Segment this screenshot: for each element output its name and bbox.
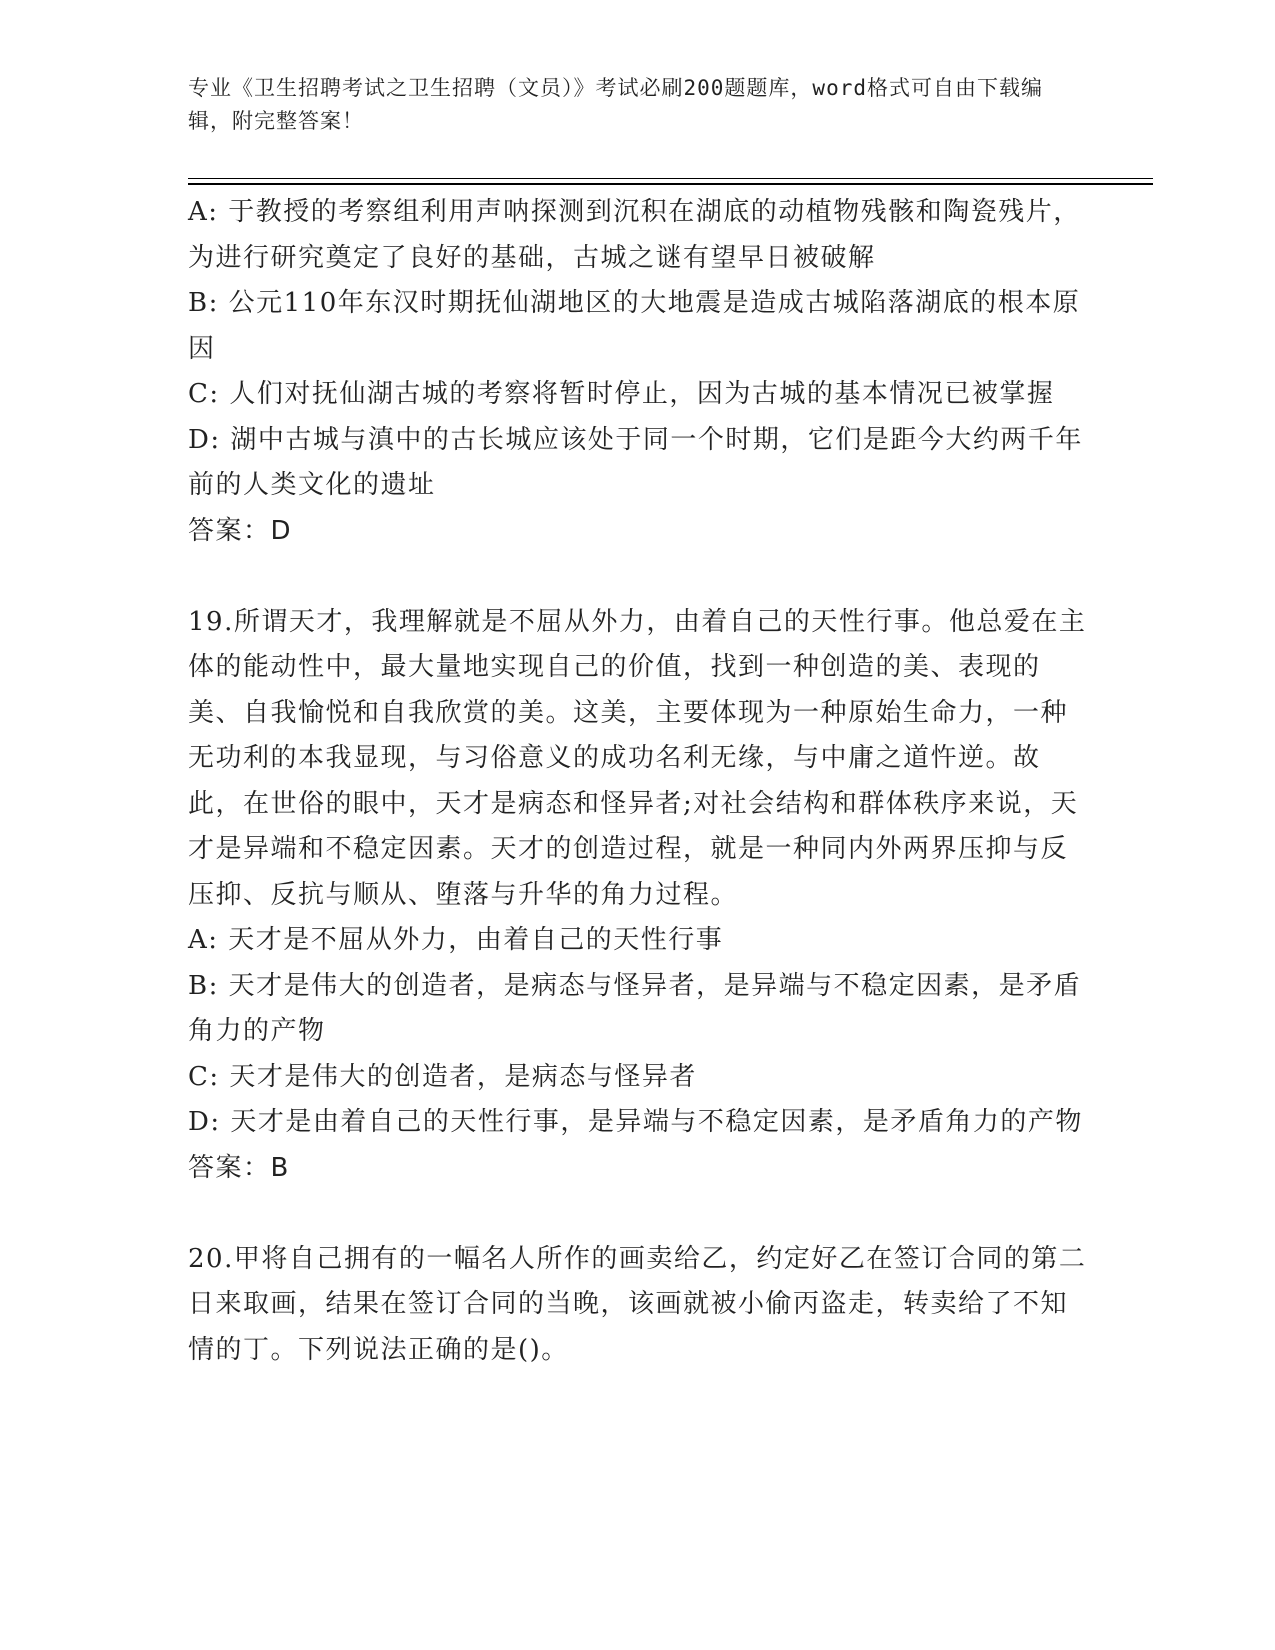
q18-option-d: D: 湖中古城与滇中的古长城应该处于同一个时期，它们是距今大约两千年前的人类文化的遗址: [188, 424, 1083, 500]
header-rule-thin: [188, 178, 1153, 179]
q19-option-a: A: 天才是不屈从外力，由着自己的天性行事: [188, 925, 724, 955]
header-rule-thick: [188, 183, 1153, 185]
q19-option-d: D: 天才是由着自己的天性行事，是异端与不稳定因素，是矛盾角力的产物: [188, 1107, 1083, 1137]
document-body: [188, 190, 1088, 1373]
q19-option-b: B: 天才是伟大的创造者，是病态与怪异者，是异端与不稳定因素，是矛盾角力的产物: [188, 970, 1082, 1046]
q19-option-c: C: 天才是伟大的创造者，是病态与怪异者: [188, 1061, 697, 1092]
q18-option-a: A: 于教授的考察组利用声呐探测到沉积在湖底的动植物残骸和陶瓷残片，为进行研究奠定了良好的基础，古城之谜有望早日被破解: [188, 197, 1081, 273]
q18-option-c: C: 人们对抚仙湖古城的考察将暂时停止，因为古城的基本情况已被掌握: [188, 379, 1055, 409]
q19-answer: 答案：B: [188, 1152, 290, 1183]
spacer: [188, 1191, 1088, 1237]
spacer: [188, 554, 1088, 600]
q19-stem: 19.所谓天才，我理解就是不屈从外力，由着自己的天性行事。他总爱在主体的能动性中，最大量地实现自己的价值，找到一种创造的美、表现的美、自我愉悦和自我欣赏的美。这美，主要体现为一种原始生命力，一种无功利的本我显现，与习俗意义的成功名利无缘，与中庸之道忤逆。故此，在世俗的眼中，天才是病态和怪异者;对社会结构和群体秩序来说，天才是异端和不稳定因素。天才的创造过程，就是一种同内外两界压抑与反压抑、反抗与顺从、堕落与升华的角力过程。: [188, 606, 1087, 910]
document-header: 专业《卫生招聘考试之卫生招聘（文员）》考试必刷200题题库，word格式可自由下载编辑，附完整答案！: [188, 76, 1043, 133]
q18-answer: 答案：D: [188, 515, 293, 546]
q18-option-b: B: 公元110年东汉时期抚仙湖地区的大地震是造成古城陷落湖底的根本原因: [188, 288, 1081, 364]
q20-stem: 20.甲将自己拥有的一幅名人所作的画卖给乙，约定好乙在签订合同的第二日来取画，结果在签订合同的当晚，该画就被小偷丙盗走，转卖给了不知情的丁。下列说法正确的是()。: [188, 1243, 1087, 1365]
